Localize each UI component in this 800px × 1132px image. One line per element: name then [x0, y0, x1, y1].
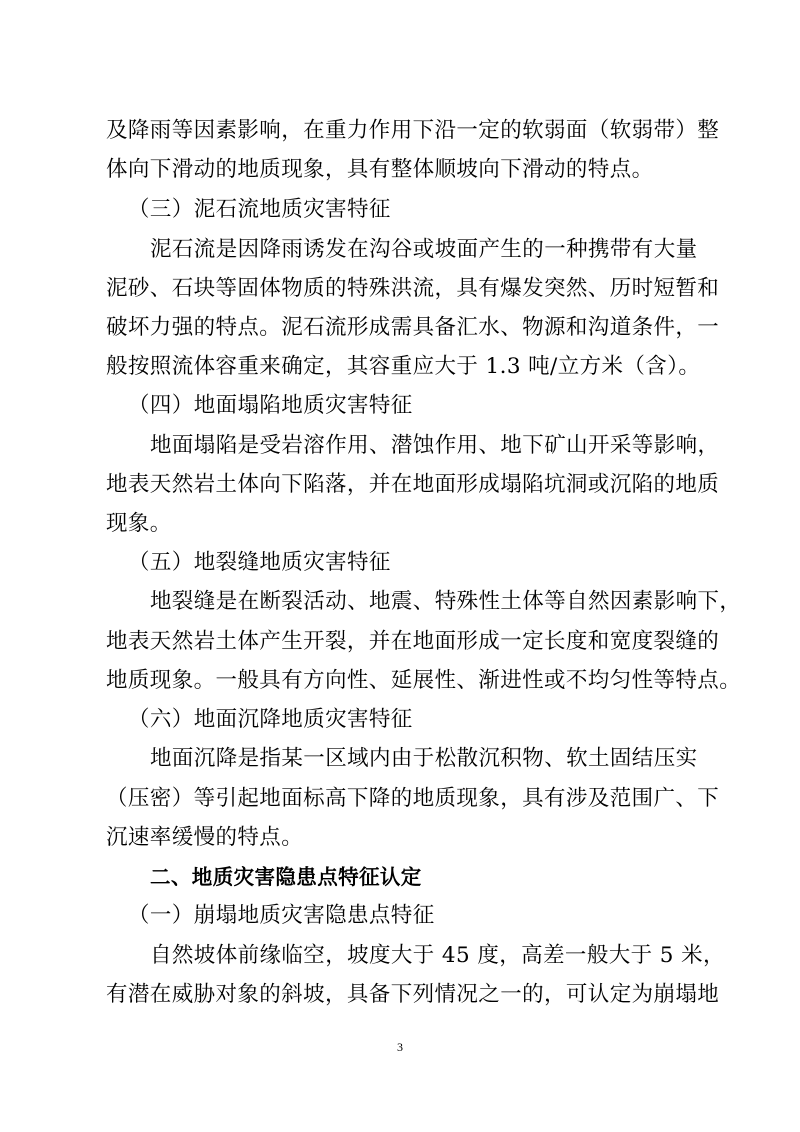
body-line: 般按照流体容重来确定，其容重应大于 1.3 吨/立方米（含）。: [106, 354, 701, 379]
paragraph-first-line: 地面塌陷是受岩溶作用、潜蚀作用、地下矿山开采等影响，: [150, 433, 720, 458]
body-line: 破坏力强的特点。泥石流形成需具备汇水、物源和沟道条件，一: [106, 315, 720, 340]
paragraph-first-line: 地裂缝是在断裂活动、地震、特殊性土体等自然因素影响下，: [150, 589, 742, 614]
body-line: 及降雨等因素影响，在重力作用下沿一定的软弱面（软弱带）整: [106, 118, 720, 143]
page-number: 3: [397, 1040, 403, 1054]
paragraph-first-line: 泥石流是因降雨诱发在沟谷或坡面产生的一种携带有大量: [150, 237, 698, 262]
body-line: 地表天然岩土体向下陷落，并在地面形成塌陷坑洞或沉陷的地质: [106, 472, 720, 497]
body-line: 沉速率缓慢的特点。: [106, 825, 304, 850]
body-line: 有潜在威胁对象的斜坡，具备下列情况之一的，可认定为崩塌地: [106, 982, 720, 1007]
body-line: （压密）等引起地面标高下降的地质现象，具有涉及范围广、下: [106, 786, 720, 811]
paragraph-first-line: 自然坡体前缘临空，坡度大于 45 度，高差一般大于 5 米，: [150, 943, 725, 968]
body-line: 现象。: [106, 511, 172, 536]
subheading: （五）地裂缝地质灾害特征: [128, 550, 391, 575]
subheading: （三）泥石流地质灾害特征: [128, 197, 391, 222]
body-line: 泥砂、石块等固体物质的特殊洪流，具有爆发突然、历时短暂和: [106, 276, 720, 301]
subheading: （四）地面塌陷地质灾害特征: [128, 393, 413, 418]
body-line: 地质现象。一般具有方向性、延展性、渐进性或不均匀性等特点。: [106, 668, 742, 693]
body-line: 地表天然岩土体产生开裂，并在地面形成一定长度和宽度裂缝的: [106, 629, 720, 654]
paragraph-first-line: 地面沉降是指某一区域内由于松散沉积物、软土固结压实: [150, 746, 698, 771]
subheading: （六）地面沉降地质灾害特征: [128, 707, 413, 732]
subheading: （一）崩塌地质灾害隐患点特征: [128, 903, 435, 928]
body-line: 体向下滑动的地质现象，具有整体顺坡向下滑动的特点。: [106, 157, 654, 182]
section-heading: 二、地质灾害隐患点特征认定: [150, 865, 422, 889]
